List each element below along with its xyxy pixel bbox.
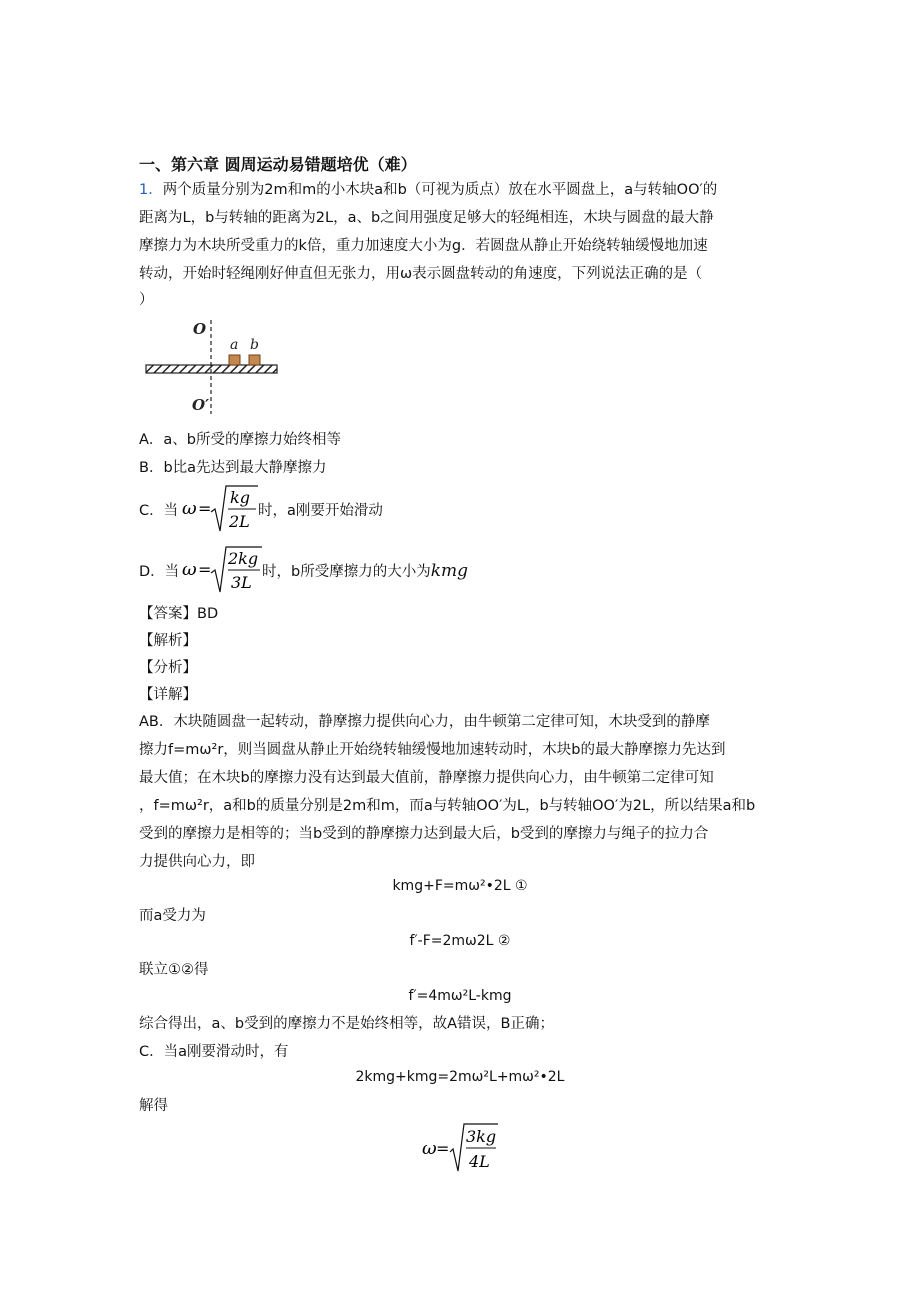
detail-label: 【详解】 — [139, 687, 197, 703]
svg-text:4L: 4L — [469, 1152, 490, 1171]
disk-diagram — [140, 318, 285, 418]
svg-text:ω: ω — [182, 498, 197, 519]
svg-text:=: = — [198, 499, 212, 518]
fenxi-label: 【分析】 — [139, 660, 197, 676]
a-force-text: 而a受力为 — [139, 908, 206, 924]
axis-label-o-prime: O′ — [192, 396, 210, 414]
solution-line-1: AB．木块随圆盘一起转动，静摩擦力提供向心力，由牛顿第二定律可知，木块受到的静摩 — [139, 714, 710, 730]
question-line-4: 转动，开始时轻绳刚好伸直但无张力，用ω表示圆盘转动的角速度，下列说法正确的是（ — [139, 266, 703, 282]
solution-line-4: ，f=mω²r，a和b的质量分别是2m和m，而a与转轴OO′为L，b与转轴OO′为2L，所以结果a和b — [139, 798, 756, 814]
solution-line-2: 擦力f=mω²r，则当圆盘从静止开始绕转轴缓慢地加速转动时，木块b的最大静摩擦力先达到 — [139, 742, 726, 758]
svg-text:3kg: 3kg — [466, 1127, 497, 1146]
option-d-formula — [180, 543, 264, 595]
svg-text:2L: 2L — [229, 512, 250, 531]
option-b: B．b比a先达到最大静摩擦力 — [139, 460, 327, 476]
option-c-prefix: C．当 — [139, 503, 179, 519]
equation-2: f′-F=2mω2L ② — [409, 933, 511, 949]
combine-text: 联立①②得 — [139, 962, 209, 978]
question-line-3: 摩擦力为木块所受重力的k倍，重力加速度大小为g．若圆盘从静止开始绕转轴缓慢地加速 — [139, 238, 708, 254]
svg-text:2kg: 2kg — [228, 549, 259, 568]
analysis-label: 【解析】 — [139, 633, 197, 649]
conclusion-text: 综合得出，a、b受到的摩擦力不是始终相等，故A错误，B正确； — [139, 1016, 554, 1032]
question-number: 1． — [139, 182, 163, 198]
section-heading: 一、第六章 圆周运动易错题培优（难） — [139, 155, 417, 174]
solution-line-6: 力提供向心力，即 — [139, 854, 255, 870]
equation-4: 2kmg+kmg=2mω²L+mω²•2L — [355, 1069, 565, 1085]
svg-text:ω: ω — [422, 1138, 437, 1159]
answer-label: 【答案】BD — [139, 606, 219, 622]
option-c-suffix: 时，a刚要开始滑动 — [258, 503, 383, 519]
option-d-expr: kmg — [430, 561, 469, 581]
equation-1: kmg+F=mω²•2L ① — [392, 878, 528, 894]
solution-line-5: 受到的摩擦力是相等的；当b受到的静摩擦力达到最大后，b受到的摩擦力与绳子的拉力合 — [139, 826, 709, 842]
axis-label-o: O — [193, 320, 207, 338]
block-b-label: b — [250, 337, 259, 353]
c-part-text: C．当a刚要滑动时，有 — [139, 1044, 289, 1060]
question-line-1: 1．两个质量分别为2m和m的小木块a和b（可视为质点）放在水平圆盘上，a与转轴OO′的 — [139, 182, 718, 198]
svg-text:kg: kg — [230, 488, 250, 507]
solve-text: 解得 — [139, 1098, 168, 1114]
option-d-prefix: D．当 — [139, 564, 180, 580]
block-a — [229, 355, 240, 365]
block-b — [249, 355, 260, 365]
question-line-2: 距离为L，b与转轴的距离为2L，a、b之间用强度足够大的轻绳相连，木块与圆盘的最大静 — [139, 210, 714, 226]
option-a: A．a、b所受的摩擦力始终相等 — [139, 432, 342, 448]
option-c-formula — [180, 482, 260, 534]
final-formula — [420, 1120, 500, 1174]
disk-surface — [146, 365, 277, 373]
svg-text:ω: ω — [182, 559, 197, 580]
svg-text:=: = — [436, 1139, 450, 1158]
svg-text:3L: 3L — [231, 573, 252, 592]
option-d-suffix: 时，b所受摩擦力的大小为kmg — [262, 561, 469, 581]
question-line-5: ） — [139, 292, 154, 308]
equation-3: f′=4mω²L-kmg — [408, 988, 512, 1004]
solution-line-3: 最大值；在木块b的摩擦力没有达到最大值前，静摩擦力提供向心力，由牛顿第二定律可知 — [139, 770, 714, 786]
svg-text:=: = — [198, 560, 212, 579]
block-a-label: a — [230, 337, 239, 353]
